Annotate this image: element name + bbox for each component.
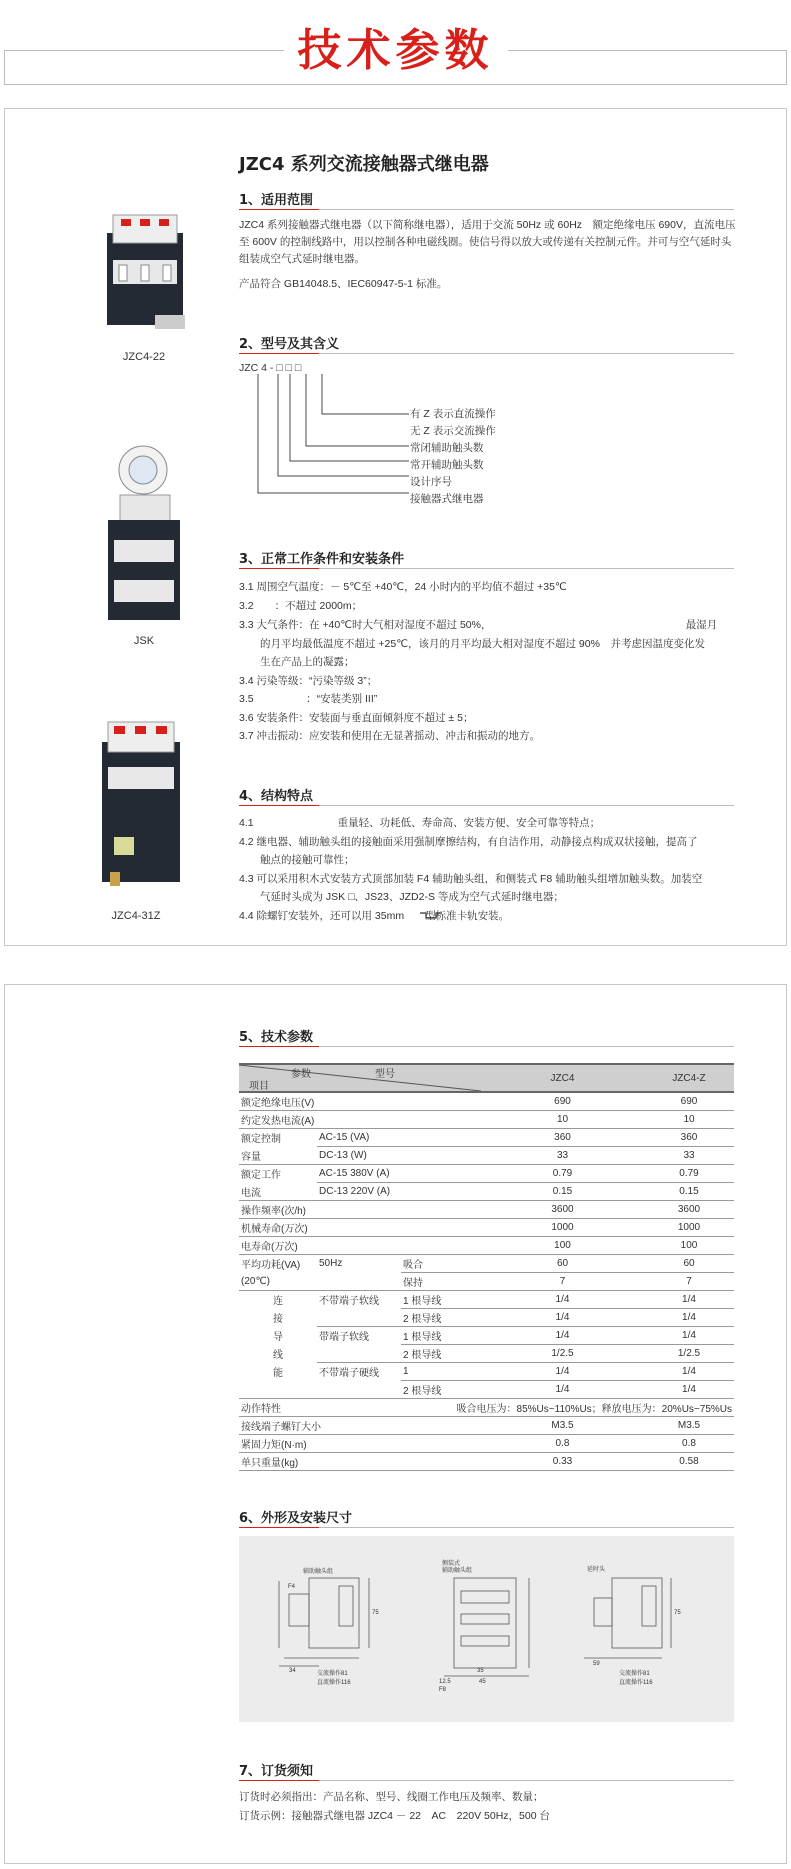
table-row: 线 2 根导线 1/2.5 1/2.5 xyxy=(239,1345,734,1363)
drawing1-f4: F4 xyxy=(288,1584,296,1590)
table-row: 容量 DC-13 (W) 33 33 xyxy=(239,1147,734,1165)
drawing3-height: 75 xyxy=(674,1610,681,1616)
drawing3-width: 59 xyxy=(593,1661,600,1667)
product-image-jsk xyxy=(98,440,193,625)
dimension-drawings-svg xyxy=(239,1536,734,1722)
table-row: 2 根导线 1/4 1/4 xyxy=(239,1381,734,1399)
section-1-rule xyxy=(239,209,734,210)
drawing1-ac: 交流操作81 xyxy=(317,1671,348,1677)
condition-item: 3.5 ：“安装类别 III” xyxy=(239,693,378,705)
drawing1-width: 34 xyxy=(289,1668,296,1674)
feature-item: 4.3 可以采用积木式安装方式顶部加装 F4 辅助触头组，和侧装式 F8 辅助触头组增加触头数。加装空 xyxy=(239,873,703,885)
section-1-standard: 产品符合 GB14048.5、IEC60947-5-1 标准。 xyxy=(239,278,448,290)
product-caption-3: JZC4-31Z xyxy=(111,910,161,922)
drawing2-label1: 侧装式 xyxy=(442,1561,461,1567)
section-3-rule xyxy=(239,568,734,569)
feature-item: 气延时头成为 JSK □、JS23、JZD2-S 等成为空气式延时继电器； xyxy=(239,891,564,903)
section-2-title: 2、型号及其含义 xyxy=(239,337,340,352)
section-1-body: JZC4 系列接触器式继电器（以下简称继电器），适用于交流 50Hz 或 60Hz 额定绝缘电压 690V，直流电压至 600V 的控制线路中，用以控制各种电磁线圈。使信号得以放大或传递有关控制元件。并可与空气延时头组装成空气式延时继电器。 xyxy=(239,219,736,265)
feature-item: 4.2 继电器、辅助触头组的接触面采用强制摩擦结构，有自洁作用，动静接点构成双状接触，提高了 xyxy=(239,836,698,848)
drawing1-dc: 直流操作116 xyxy=(317,1680,351,1686)
table-row: 约定发热电流(A) 10 10 xyxy=(239,1111,734,1129)
condition-item: 3.3 大气条件：在 +40℃时大气相对湿度不超过 50%， 最湿月 xyxy=(239,619,718,631)
drawing2-w1: 12.5 xyxy=(439,1679,451,1685)
banner-title: 技术参数 xyxy=(0,14,791,78)
model-code-diagram xyxy=(244,374,414,504)
condition-item: 的月平均最低温度不超过 +25℃，该月的月平均最大相对湿度不超过 90% 并考虑因温度变化发 xyxy=(239,638,705,650)
table-row: 导 带端子软线 1 根导线 1/4 1/4 xyxy=(239,1327,734,1345)
drawing1-label: 辅助触头组 xyxy=(303,1569,334,1575)
condition-item: 3.6 安装条件：安装面与垂直面倾斜度不超过 ± 5； xyxy=(239,712,474,724)
table-row: 电寿命(万次) 100 100 xyxy=(239,1237,734,1255)
product-caption-2: JSK xyxy=(133,635,155,647)
dimension-drawings xyxy=(239,1536,734,1722)
condition-item: 3.7 冲击振动：应安装和使用在无显著摇动、冲击和振动的地方。 xyxy=(239,730,541,742)
section-6-title: 6、外形及安装尺寸 xyxy=(239,1511,353,1526)
table-row: 额定工作 AC-15 380V (A) 0.79 0.79 xyxy=(239,1165,734,1183)
condition-item: 3.1 周围空气温度：－ 5℃至 +40℃，24 小时内的平均值不超过 +35℃ xyxy=(239,581,567,593)
feature-item: 4.4 除螺钉安装外，还可以用 35mm 型标准卡轨安装。 xyxy=(239,910,510,922)
section-2-rule xyxy=(239,353,734,354)
product-image-jzc4-22 xyxy=(95,205,195,340)
model-code: JZC 4 - □ □ □ xyxy=(239,362,302,374)
section-4-rule xyxy=(239,805,734,806)
table-row: 连 不带端子软线 1 根导线 1/4 1/4 xyxy=(239,1291,734,1309)
table-row: 额定控制 AC-15 (VA) 360 360 xyxy=(239,1129,734,1147)
header-diagonal xyxy=(239,1065,481,1091)
model-label-1: 有 Z 表示直流操作 xyxy=(410,408,496,420)
table-row: 额定绝缘电压(V) 690 690 xyxy=(239,1092,734,1111)
table-row: 平均功耗(VA) 50Hz 吸合 60 60 xyxy=(239,1255,734,1273)
product-image-jzc4-31z xyxy=(90,712,195,897)
section-4-title: 4、结构特点 xyxy=(239,789,314,804)
section-6-rule xyxy=(239,1527,734,1528)
section-5-rule xyxy=(239,1046,734,1047)
header-param: 参数 xyxy=(291,1069,311,1080)
table-row: 接 2 根导线 1/4 1/4 xyxy=(239,1309,734,1327)
header-item: 项目 xyxy=(249,1081,269,1092)
condition-item: 3.2 ：不超过 2000m； xyxy=(239,600,363,612)
drawing3-dc: 直流操作116 xyxy=(619,1680,653,1686)
section-5-title: 5、技术参数 xyxy=(239,1030,314,1045)
header-model: 型号 xyxy=(375,1069,395,1080)
table-row: 单只重量(kg) 0.33 0.58 xyxy=(239,1453,734,1471)
table-row: 紧固力矩(N·m) 0.8 0.8 xyxy=(239,1435,734,1453)
condition-item: 生在产品上的凝露； xyxy=(239,656,355,668)
table-row: 电流 DC-13 220V (A) 0.15 0.15 xyxy=(239,1183,734,1201)
model-label-3: 常闭辅助触头数 xyxy=(410,442,484,454)
drawing3-ac: 交流操作81 xyxy=(619,1671,650,1677)
drawing2-f8: F8 xyxy=(439,1687,447,1693)
table-row: 机械寿命(万次) 1000 1000 xyxy=(239,1219,734,1237)
product-caption-1: JZC4-22 xyxy=(122,351,166,363)
section-7-title: 7、订货须知 xyxy=(239,1764,314,1779)
drawing2-w3: 45 xyxy=(479,1679,486,1685)
drawing2-label2: 辅助触头组 xyxy=(442,1568,473,1574)
table-row: 能 不带端子硬线 1 1/4 1/4 xyxy=(239,1363,734,1381)
drawing3-label: 延时头 xyxy=(587,1567,606,1573)
model-label-4: 常开辅助触头数 xyxy=(410,459,484,471)
condition-item: 3.4 污染等级：“污染等级 3”； xyxy=(239,675,378,687)
tech-spec-table xyxy=(239,1063,734,1471)
model-label-6: 接触器式继电器 xyxy=(410,493,484,505)
table-header-row xyxy=(239,1064,734,1092)
table-row: 动作特性 吸合电压为：85%Us~110%Us；释放电压为：20%Us~75%Us xyxy=(239,1399,734,1417)
table-row: 接线端子螺钉大小 M3.5 M3.5 xyxy=(239,1417,734,1435)
order-note-1: 订货时必须指出：产品名称、型号、线圈工作电压及频率、数量； xyxy=(239,1791,544,1803)
section-1-title: 1、适用范围 xyxy=(239,193,314,208)
header-col-jzc4z: JZC4-Z xyxy=(644,1064,734,1092)
model-label-2: 无 Z 表示交流操作 xyxy=(410,425,496,437)
feature-item: 触点的接触可靠性； xyxy=(239,854,355,866)
feature-item: 4.1 重量轻、功耗低、寿命高、安装方便、安全可靠等特点； xyxy=(239,817,601,829)
drawing1-height: 75 xyxy=(372,1610,379,1616)
product-title: JZC4 系列交流接触器式继电器 xyxy=(239,154,489,175)
order-note-2: 订货示例：接触器式继电器 JZC4 － 22 AC 220V 50Hz，500 台 xyxy=(239,1810,550,1822)
header-col-jzc4: JZC4 xyxy=(481,1064,644,1092)
drawing2-w4: 35 xyxy=(477,1668,484,1674)
table-row: (20℃) 保持 7 7 xyxy=(239,1273,734,1291)
model-label-5: 设计序号 xyxy=(410,476,452,488)
section-7-rule xyxy=(239,1780,734,1781)
din-rail-icon xyxy=(420,910,442,920)
section-3-title: 3、正常工作条件和安装条件 xyxy=(239,552,405,567)
table-row: 操作频率(次/h) 3600 3600 xyxy=(239,1201,734,1219)
